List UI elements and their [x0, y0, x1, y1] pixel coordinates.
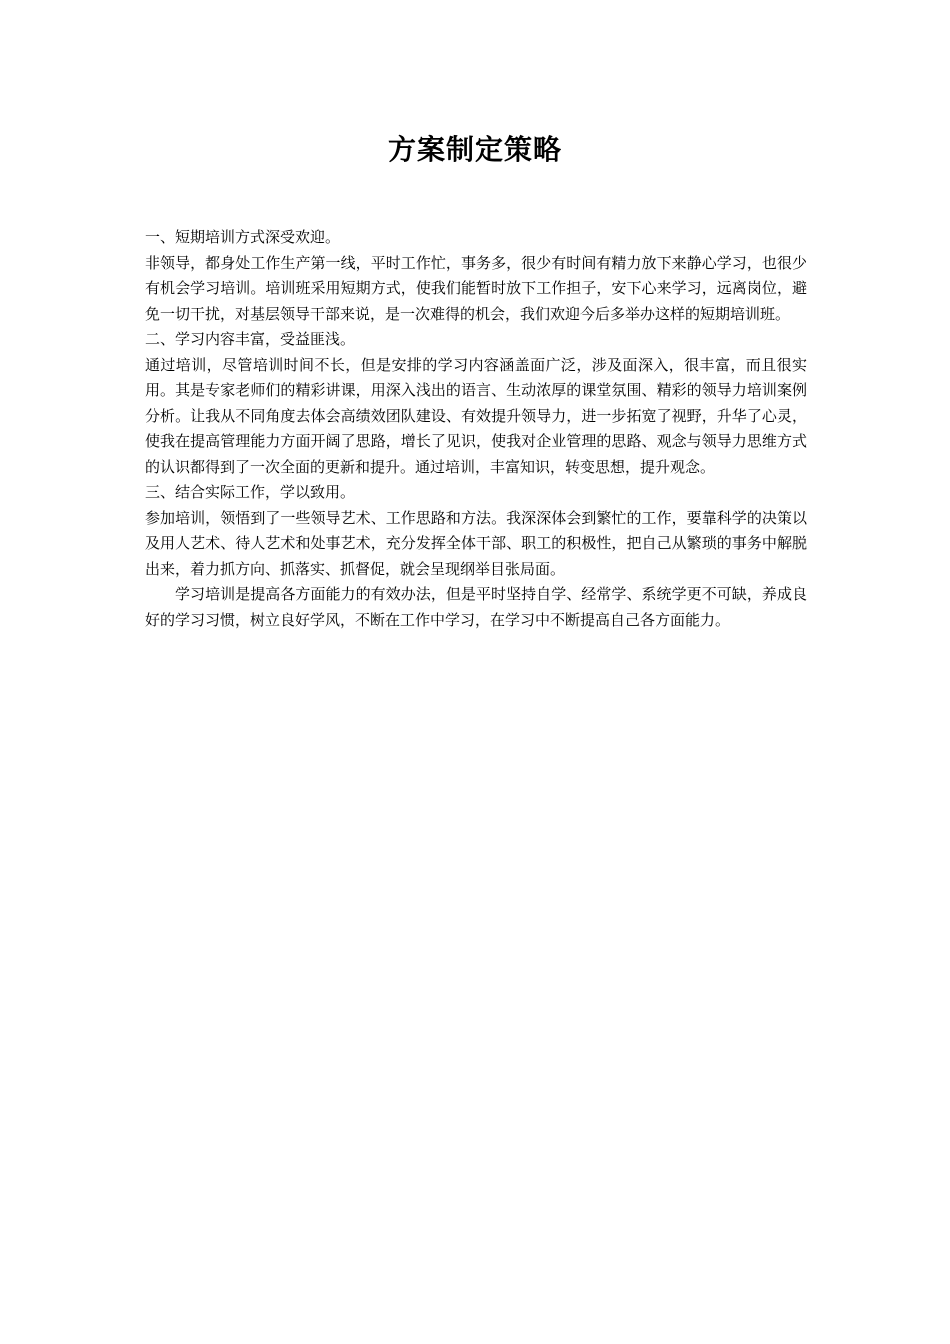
closing-paragraph: 学习培训是提高各方面能力的有效办法，但是平时坚持自学、经常学、系统学更不可缺，养成良好的学习习惯，树立良好学风，不断在工作中学习，在学习中不断提高自己各方面能力。: [145, 585, 807, 629]
section-heading-1: 一、短期培训方式深受欢迎。: [145, 228, 341, 246]
document-title: 方案制定策略: [387, 133, 562, 166]
section-heading-3: 三、结合实际工作，学以致用。: [145, 483, 356, 501]
body-paragraph-3: 参加培训，领悟到了一些领导艺术、工作思路和方法。我深深体会到繁忙的工作，要靠科学的决策以及用人艺术、待人艺术和处事艺术，充分发挥全体干部、职工的积极性，把自己从繁琐的事务中解脱出来，着力抓方向、抓落实、抓督促，就会呈现纲举目张局面。: [145, 508, 807, 578]
document-body: [145, 225, 807, 633]
body-paragraph-2: 通过培训，尽管培训时间不长，但是安排的学习内容涵盖面广泛，涉及面深入，很丰富，而且很实用。其是专家老师们的精彩讲课，用深入浅出的语言、生动浓厚的课堂氛围、精彩的领导力培训案例分析。让我从不同角度去体会高绩效团队建设、有效提升领导力，进一步拓宽了视野，升华了心灵，使我在提高管理能力方面开阔了思路，增长了见识，使我对企业管理的思路、观念与领导力思维方式的认识都得到了一次全面的更新和提升。通过培训，丰富知识，转变思想，提升观念。: [145, 355, 807, 476]
body-paragraph-1: 非领导，都身处工作生产第一线，平时工作忙，事务多，很少有时间有精力放下来静心学习，也很少有机会学习培训。培训班采用短期方式，使我们能暂时放下工作担子，安下心来学习，远离岗位，避免一切干扰，对基层领导干部来说，是一次难得的机会，我们欢迎今后多举办这样的短期培训班。: [145, 253, 807, 323]
section-heading-2: 二、学习内容丰富，受益匪浅。: [145, 330, 356, 348]
